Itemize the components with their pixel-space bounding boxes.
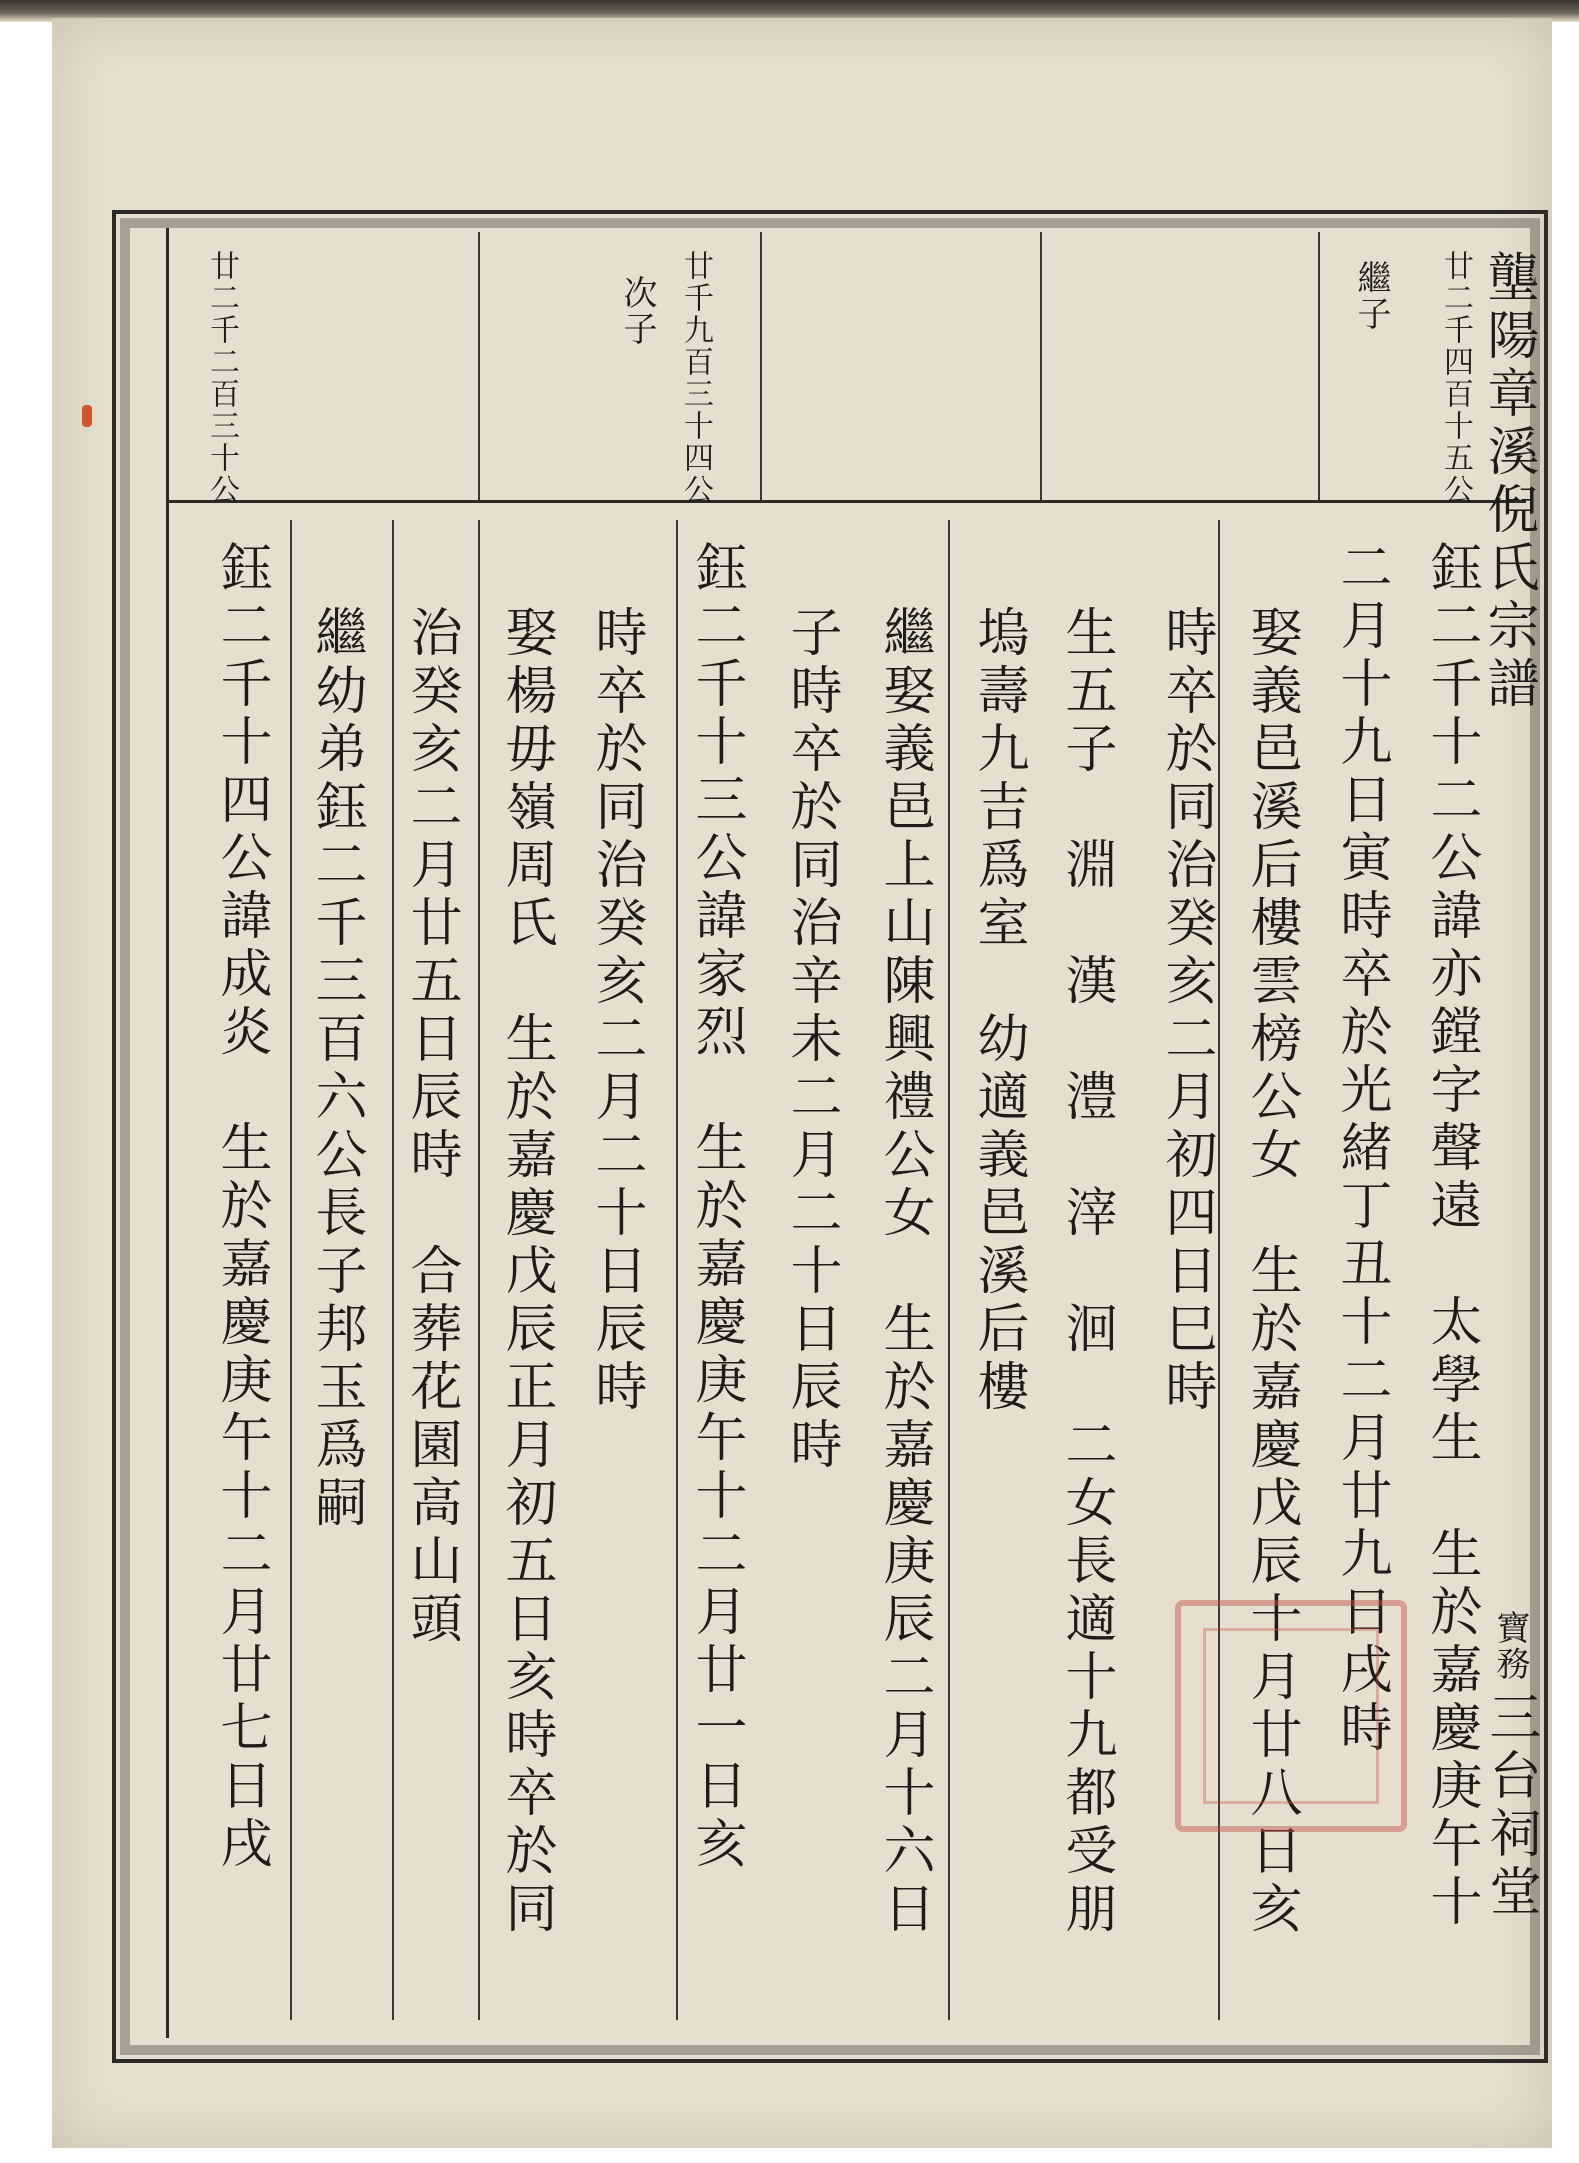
band-divider — [166, 500, 1526, 503]
text-column: 時卒於同治癸亥二月二十日辰時 — [586, 605, 646, 1417]
band-separator — [1318, 232, 1320, 500]
red-seal-icon — [1175, 1600, 1407, 1832]
text-column: 鈺二千十二公諱亦鏜字聲遠 太學生 生於嘉慶庚午十 — [1421, 540, 1481, 1932]
entry-separator — [478, 520, 480, 2020]
entry-separator — [948, 520, 950, 2020]
text-column: 繼娶義邑上山陳興禮公女 生於嘉慶庚辰二月十六日 — [874, 605, 934, 1939]
text-column: 時卒於同治癸亥二月初四日巳時 — [1156, 605, 1216, 1417]
text-column: 塢壽九吉爲室 幼適義邑溪后樓 — [968, 605, 1028, 1417]
text-column: 娶楊毋嶺周氏 生於嘉慶戊辰正月初五日亥時卒於同 — [496, 605, 556, 1939]
band-role: 繼子 — [1351, 260, 1391, 332]
band-separator — [1040, 232, 1042, 500]
entry-separator — [392, 520, 394, 2020]
ink-mark — [82, 405, 92, 427]
band-lineage: 廿二千二百三十公 — [204, 250, 239, 506]
text-column: 繼幼弟鈺二千三百六公長子邦玉爲嗣 — [306, 605, 366, 1533]
band-role: 次子 — [617, 275, 657, 347]
band-lineage: 廿二千四百十五公 — [1438, 250, 1473, 506]
entry-separator — [676, 520, 678, 2020]
band-lineage: 廿千九百三十四公 — [678, 250, 713, 506]
text-column: 娶義邑溪后樓雲榜公女 生於嘉慶戊辰十月廿八日亥 — [1241, 605, 1301, 1939]
band-separator — [478, 232, 480, 500]
text-column: 子時卒於同治辛未二月二十日辰時 — [781, 605, 841, 1475]
text-column: 二月十九日寅時卒於光緒丁丑十二月廿九日戌時 — [1331, 540, 1391, 1758]
entry-separator — [290, 520, 292, 2020]
band-separator — [760, 232, 762, 500]
text-column: 治癸亥二月廿五日辰時 合葬花園高山頭 — [401, 605, 461, 1649]
text-column: 生五子 淵 漢 澧 滓 洄 二女長適十九都受朋 — [1056, 605, 1116, 1939]
book-title: 壟陽章溪倪氏宗譜 — [1478, 250, 1538, 714]
hall-name: 三台祠堂 — [1480, 1690, 1540, 1922]
hall-mark: 寶務 — [1490, 1610, 1530, 1682]
text-column: 鈺二千十四公諱成炎 生於嘉慶庚午十二月廿七日戌 — [211, 540, 271, 1874]
text-column: 鈺二千十三公諱家烈 生於嘉慶庚午十二月廿一日亥 — [686, 540, 746, 1874]
